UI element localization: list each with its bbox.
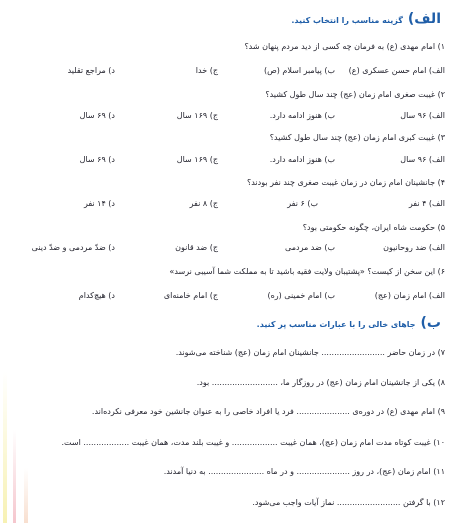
option-d: د) ۱۴ نفر — [83, 199, 115, 208]
blank-question: ۱۱) امام زمان (عج)، در روز ..................... و در ماه ...................... به دنیا آمدند. — [163, 467, 445, 476]
option-a: الف) ۴ نفر — [408, 199, 445, 208]
option-b: ب) امام خمینی (ره) — [267, 291, 335, 300]
section-b-header — [257, 314, 441, 333]
decorative-stripe — [3, 372, 7, 523]
option-a: الف) امام حسن عسکری (ع) — [348, 66, 445, 75]
question-text: ۵) حکومت شاه ایران، چگونه حکومتی بود؟ — [302, 223, 445, 232]
blank-question: ۱۰) غیبت کوتاه مدت امام زمان (عج)، همان غیبت .................. و غیبت بلند مدت، همان غیبت .................. است. — [61, 438, 445, 447]
question-options — [0, 110, 451, 122]
option-b: ب) هنوز ادامه دارد. — [269, 111, 335, 120]
option-b: ب) ضد مردمی — [285, 243, 335, 252]
question-options — [0, 290, 451, 302]
blank-question: ۸) یکی از جانشینان امام زمان (عج) در روزگار ما، .......................... بود. — [196, 378, 445, 387]
section-a-instruction: گزینه مناسب را انتخاب کنید. — [291, 16, 403, 25]
option-c: ج) ضد قانون — [175, 243, 218, 252]
option-b: ب) پیامبر اسلام (ص) — [263, 66, 335, 75]
decorative-stripe — [13, 430, 16, 523]
option-b: ب) هنوز ادامه دارد. — [269, 155, 335, 164]
option-a: الف) امام زمان (عج) — [374, 291, 445, 300]
option-c: ج) ۱۶۹ سال — [176, 111, 218, 120]
option-c: ج) خدا — [195, 66, 218, 75]
question-text: ۴) جانشینان امام زمان در زمان غیبت صغری چند نفر بودند؟ — [246, 178, 445, 187]
section-a-letter: الف) — [407, 11, 441, 27]
question-options — [0, 65, 451, 77]
option-d: د) ضدّ مردمی و ضدّ دینی — [31, 243, 115, 252]
option-a: الف) ۹۶ سال — [400, 111, 445, 120]
option-c: ج) ۸ نفر — [189, 199, 218, 208]
option-a: الف) ضد روحانیون — [383, 243, 445, 252]
blank-question: ۱۲) با گرفتن ......................... نماز آیات واجب می‌شود. — [252, 498, 445, 507]
option-d: د) هیچ‌کدام — [78, 291, 115, 300]
section-b-instruction: جاهای خالی را با عبارات مناسب پر کنید. — [256, 320, 416, 329]
question-text: ۳) غیبت کبری امام زمان (عج) چند سال طول کشید؟ — [269, 133, 445, 142]
option-a: الف) ۹۶ سال — [400, 155, 445, 164]
option-c: ج) امام خامنه‌ای — [163, 291, 218, 300]
question-options — [0, 242, 451, 254]
section-b-letter: ب) — [420, 315, 441, 331]
decorative-stripe — [24, 468, 28, 523]
option-c: ج) ۱۶۹ سال — [176, 155, 218, 164]
blank-question: ۷) در زمان حاضر ......................... جانشینان امام زمان (عج) شناخته می‌شوند. — [175, 348, 445, 357]
question-text: ۶) این سخن از کیست؟ «پشتیبان ولایت فقیه باشید تا به مملکت شما آسیبی نرسد» — [169, 267, 445, 276]
blank-question: ۹) امام مهدی (ع) در دوره‌ی ..................... فرد یا افراد خاصی را به عنوان جانشین خود معرفی نکرده‌اند. — [91, 407, 445, 416]
question-options — [0, 154, 451, 166]
question-options — [0, 198, 451, 210]
option-d: د) مراجع تقلید — [67, 66, 115, 75]
question-text: ۱) امام مهدی (ع) به فرمان چه کسی از دید مردم پنهان شد؟ — [244, 42, 445, 51]
option-d: د) ۶۹ سال — [79, 111, 115, 120]
question-text: ۲) غیبت صغری امام زمان (عج) چند سال طول کشید؟ — [265, 90, 445, 99]
option-b: ب) ۶ نفر — [287, 199, 318, 208]
option-d: د) ۶۹ سال — [79, 155, 115, 164]
section-a-header — [291, 10, 441, 29]
